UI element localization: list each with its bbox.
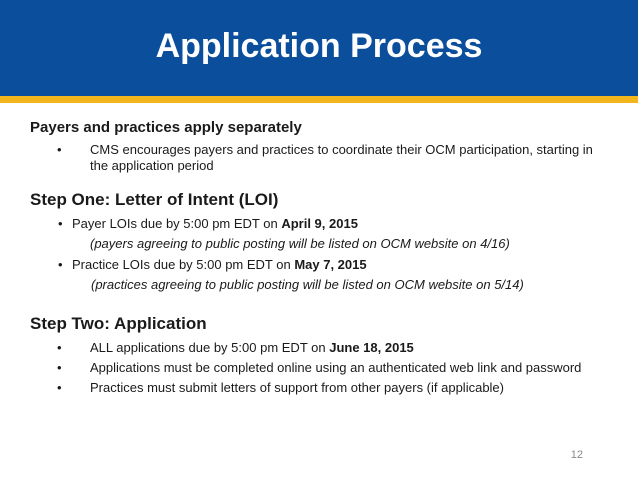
bullet-dot: • [58,257,63,272]
slide-title: Application Process [155,27,483,65]
practice-loi-date: May 7, 2015 [294,257,367,272]
payer-posting-note: (payers agreeing to public posting will be listed on OCM website on 4/16) [90,236,510,251]
bullet-dot: • [57,380,62,395]
bullet-letters-of-support [30,380,610,396]
applications-due-text: ALL applications due by 5:00 pm EDT on [90,340,330,355]
section-heading-apply-separately: Payers and practices apply separately [30,119,302,136]
practice-loi-text: Practice LOIs due by 5:00 pm EDT on [72,257,295,272]
bullet-coordinate [30,142,610,174]
bullet-text [72,257,610,273]
bullet-text: Applications must be completed online using an authenticated web link and password [90,360,582,375]
slide-content [30,118,610,396]
bullet-dot: • [58,216,63,231]
bullet-text: Practices must submit letters of support from other payers (if applicable) [90,380,504,395]
bullet-payer-loi [30,216,610,232]
section-heading-application: Step Two: Application [30,314,207,333]
applications-due-date: June 18, 2015 [329,340,414,355]
payer-loi-text: Payer LOIs due by 5:00 pm EDT on [72,216,282,231]
bullet-practice-loi [30,257,610,273]
payer-loi-date: April 9, 2015 [281,216,358,231]
section-heading-loi: Step One: Letter of Intent (LOI) [30,190,279,209]
bullet-dot: • [57,142,62,157]
bullet-text [90,340,610,356]
page-number: 12 [570,449,583,461]
bullet-dot: • [57,360,62,375]
title-accent-bar [0,96,638,103]
bullet-all-applications [30,340,610,356]
practice-posting-note: (practices agreeing to public posting will be listed on OCM website on 5/14) [91,277,524,292]
bullet-online-application [30,360,610,376]
bullet-dot: • [57,340,62,355]
bullet-text: CMS encourages payers and practices to coordinate their OCM participation, starting in the application period [90,142,593,173]
bullet-text [72,216,610,232]
